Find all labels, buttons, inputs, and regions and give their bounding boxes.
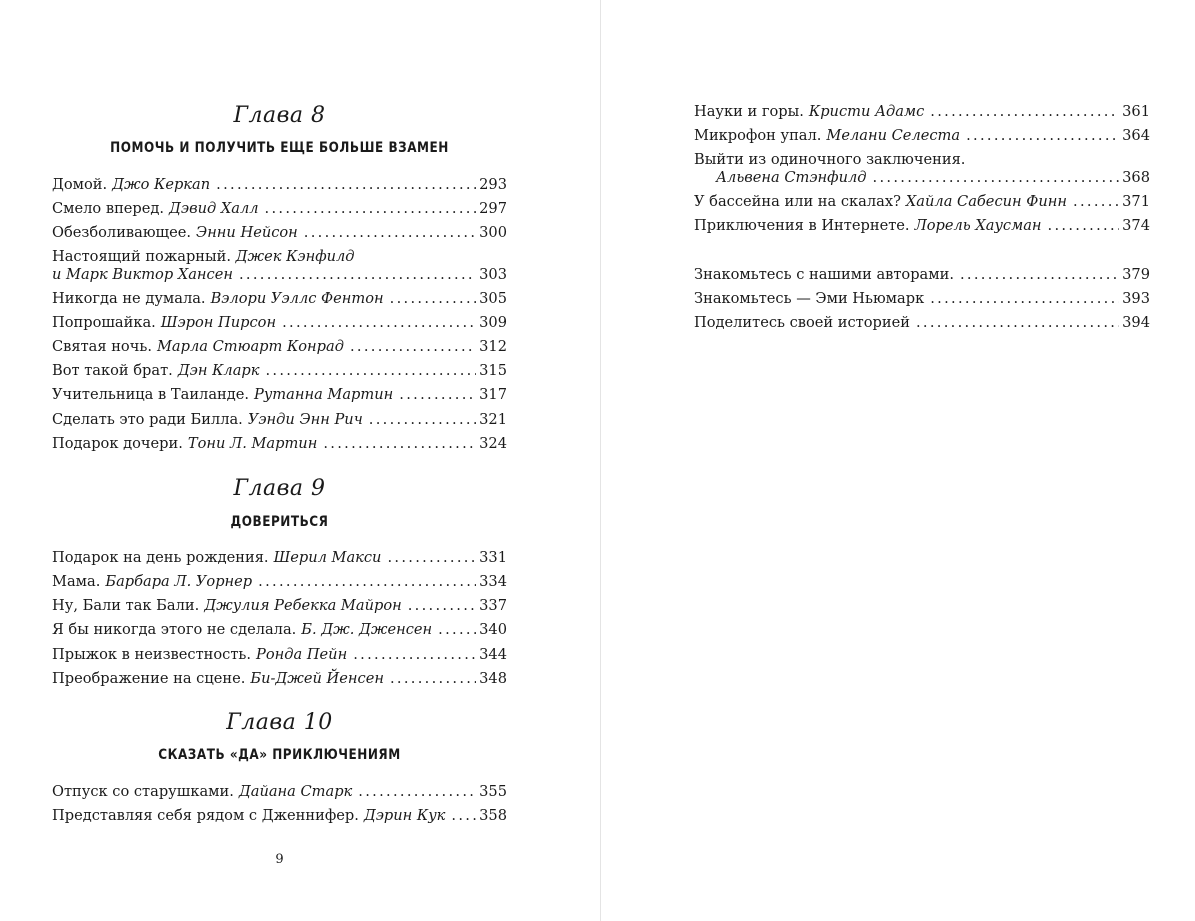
toc-entry[interactable] (52, 337, 507, 357)
entry-title: Попрошайка. (52, 314, 156, 331)
entry-title: Знакомьтесь с нашими авторами. (694, 266, 954, 283)
entry-author: Хайла Сабесин Финн (905, 193, 1068, 210)
toc-entry[interactable] (52, 434, 507, 454)
toc-entry[interactable] (52, 572, 507, 592)
entry-page: 355 (479, 783, 507, 800)
toc-entry[interactable] (694, 313, 1150, 333)
entry-title: Мама. (52, 573, 101, 590)
dot-leader (369, 410, 476, 430)
toc-entry[interactable] (52, 199, 507, 219)
entry-page: 394 (1122, 314, 1150, 331)
chapter-9-heading: Глава 9 (233, 476, 326, 501)
entry-author: Дэрин Кук (363, 807, 446, 824)
chapter-9-subtitle: ДОВЕРИТЬСЯ (230, 514, 329, 530)
entry-author: Шэрон Пирсон (160, 314, 277, 331)
entry-title: Смело вперед. (52, 200, 165, 217)
chapter-10-heading: Глава 10 (226, 710, 333, 735)
toc-entry-first-line[interactable] (694, 150, 965, 170)
entry-author: Шерил Макси (273, 549, 382, 566)
chapter-10-subtitle: СКАЗАТЬ «ДА» ПРИКЛЮЧЕНИЯМ (158, 747, 401, 763)
toc-entry[interactable] (52, 645, 507, 665)
toc-entry[interactable] (52, 782, 507, 802)
dot-leader (408, 596, 476, 616)
entry-author: Кристи Адамс (808, 103, 925, 120)
entry-title: Настоящий пожарный. (52, 248, 232, 265)
entry-author-continued: Альвена Стэнфилд (716, 169, 867, 186)
entry-page: 317 (479, 386, 507, 403)
dot-leader (265, 361, 476, 381)
entry-author: Б. Дж. Дженсен (301, 621, 433, 638)
entry-page: 293 (479, 176, 507, 193)
entry-page: 361 (1122, 103, 1150, 120)
entry-page: 297 (479, 200, 507, 217)
entry-page: 379 (1122, 266, 1150, 283)
dot-leader (258, 572, 476, 592)
entry-title: Домой. (52, 176, 108, 193)
toc-entry[interactable] (694, 168, 1150, 188)
toc-entry[interactable] (52, 596, 507, 616)
toc-entry[interactable] (694, 289, 1150, 309)
entry-author: Барбара Л. Уорнер (105, 573, 253, 590)
dot-leader (960, 265, 1119, 285)
entry-page: 368 (1122, 169, 1150, 186)
entry-page: 334 (479, 573, 507, 590)
entry-title: Представляя себя рядом с Дженнифер. (52, 807, 359, 824)
entry-title: Святая ночь. (52, 338, 152, 355)
entry-author: Джо Керкап (112, 176, 211, 193)
toc-entry[interactable] (694, 126, 1150, 146)
entry-title: Подарок на день рождения. (52, 549, 269, 566)
entry-page: 364 (1122, 127, 1150, 144)
chapter-8-heading: Глава 8 (233, 103, 326, 128)
entry-author: Лорель Хаусман (914, 217, 1042, 234)
entry-title: Науки и горы. (694, 103, 804, 120)
entry-title: У бассейна или на скалах? (694, 193, 901, 210)
dot-leader (390, 669, 476, 689)
toc-entry[interactable] (52, 806, 507, 826)
entry-page: 309 (479, 314, 507, 331)
dot-leader (873, 168, 1120, 188)
entry-title: Преображение на сцене. (52, 670, 246, 687)
entry-page: 348 (479, 670, 507, 687)
entry-page: 393 (1122, 290, 1150, 307)
entry-title: Сделать это ради Билла. (52, 411, 243, 428)
entry-title: Микрофон упал. (694, 127, 822, 144)
entry-page: 344 (479, 646, 507, 663)
entry-page: 324 (479, 435, 507, 452)
chapter-8-subtitle: ПОМОЧЬ И ПОЛУЧИТЬ ЕЩЕ БОЛЬШЕ ВЗАМЕН (110, 140, 449, 156)
entry-page: 303 (479, 266, 507, 283)
dot-leader (323, 434, 476, 454)
entry-author: Марла Стюарт Конрад (156, 338, 344, 355)
entry-title: Прыжок в неизвестность. (52, 646, 252, 663)
entry-author: Энни Нейсон (196, 224, 298, 241)
dot-leader (451, 806, 476, 826)
dot-leader (358, 782, 476, 802)
page-number: 9 (275, 852, 284, 867)
entry-author: Дэвид Халл (169, 200, 259, 217)
dot-leader (916, 313, 1119, 333)
entry-author: Уэнди Энн Рич (247, 411, 363, 428)
entry-title: Вот такой брат. (52, 362, 173, 379)
toc-entry[interactable] (52, 548, 507, 568)
entry-title: Я бы никогда этого не сделала. (52, 621, 297, 638)
entry-page: 305 (479, 290, 507, 307)
entry-title: Подарок дочери. (52, 435, 183, 452)
entry-author: Дэн Кларк (177, 362, 260, 379)
dot-leader (1048, 216, 1120, 236)
entry-page: 358 (479, 807, 507, 824)
toc-entry[interactable] (52, 223, 507, 243)
entry-page: 321 (479, 411, 507, 428)
dot-leader (930, 289, 1119, 309)
toc-entry[interactable] (694, 216, 1150, 236)
toc-entry[interactable] (52, 361, 507, 381)
entry-title: Никогда не думала. (52, 290, 206, 307)
entry-page: 300 (479, 224, 507, 241)
entry-author: Джулия Ребекка Майрон (204, 597, 402, 614)
toc-entry[interactable] (52, 265, 507, 285)
toc-entry[interactable] (52, 175, 507, 195)
dot-leader (930, 102, 1119, 122)
toc-entry[interactable] (694, 265, 1150, 285)
dot-leader (239, 265, 476, 285)
dot-leader (399, 385, 476, 405)
entry-title: Отпуск со старушками. (52, 783, 234, 800)
entry-author: Ронда Пейн (256, 646, 348, 663)
entry-author: Джек Кэнфилд (235, 248, 355, 265)
toc-entry[interactable] (52, 620, 507, 640)
entry-title: Ну, Бали так Бали. (52, 597, 200, 614)
dot-leader (353, 645, 476, 665)
toc-entry-first-line[interactable] (52, 247, 355, 267)
entry-page: 374 (1122, 217, 1150, 234)
entry-page: 371 (1122, 193, 1150, 210)
toc-entry[interactable] (694, 102, 1150, 122)
entry-title: Выйти из одиночного заключения. (694, 151, 966, 168)
entry-author: Би-Джей Йенсен (250, 670, 384, 687)
entry-author: Дайана Старк (238, 783, 353, 800)
entry-page: 312 (479, 338, 507, 355)
entry-author: Рутанна Мартин (254, 386, 394, 403)
entry-title: Знакомьтесь — Эми Ньюмарк (694, 290, 925, 307)
toc-entry[interactable] (52, 669, 507, 689)
entry-author: Тони Л. Мартин (187, 435, 318, 452)
dot-leader (387, 548, 476, 568)
entry-title: Поделитесь своей историей (694, 314, 910, 331)
entry-author: Вэлори Уэллс Фентон (210, 290, 384, 307)
toc-entry[interactable] (694, 192, 1150, 212)
entry-page: 337 (479, 597, 507, 614)
toc-entry[interactable] (52, 385, 507, 405)
entry-page: 340 (479, 621, 507, 638)
entry-page: 315 (479, 362, 507, 379)
entry-title: Обезболивающее. (52, 224, 192, 241)
entry-author: Мелани Селеста (826, 127, 961, 144)
dot-leader (304, 223, 476, 243)
entry-title: Учительница в Таиланде. (52, 386, 250, 403)
entry-author-continued: и Марк Виктор Хансен (52, 266, 233, 283)
dot-leader (350, 337, 476, 357)
dot-leader (265, 199, 477, 219)
dot-leader (216, 175, 476, 195)
toc-entry[interactable] (52, 313, 507, 333)
dot-leader (282, 313, 476, 333)
dot-leader (438, 620, 476, 640)
toc-entry[interactable] (52, 289, 507, 309)
entry-page: 331 (479, 549, 507, 566)
right-page (601, 0, 1195, 921)
toc-entry[interactable] (52, 410, 507, 430)
dot-leader (390, 289, 476, 309)
dot-leader (1073, 192, 1119, 212)
entry-title: Приключения в Интернете. (694, 217, 910, 234)
dot-leader (966, 126, 1119, 146)
